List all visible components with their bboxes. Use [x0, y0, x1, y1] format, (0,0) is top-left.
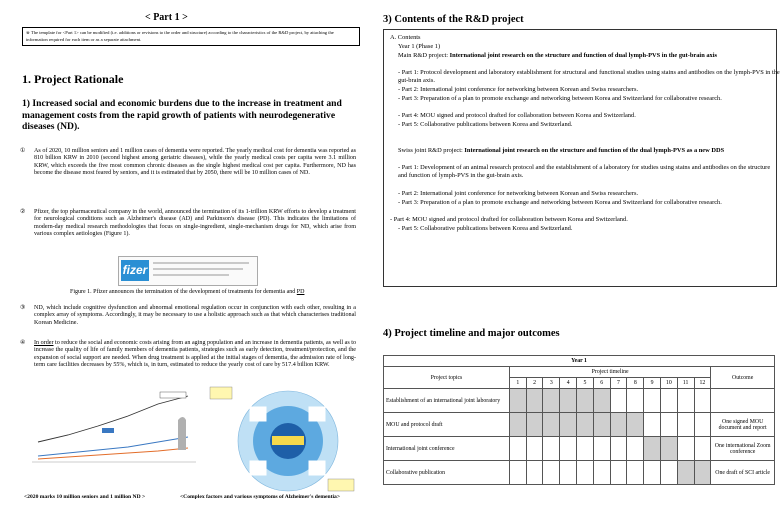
- timeline-row: [384, 389, 775, 413]
- main-part-1: - Part 1: Protocol development and laboratory establishment for structural and functional studies using stains and antibodies on the lymph-PVS in the gut-brain axis.: [398, 69, 780, 85]
- timeline-cell: [694, 413, 711, 437]
- chart-caption: <2020 marks 10 million seniors and 1 million ND >: [24, 494, 146, 500]
- paragraph-1: ① As of 2020, 10 million seniors and 1 million cases of dementia were reported. The yearly medical cost for dementia was reported as 810 billion KRW in 2010 (second highest among geriatric diseases), while the yearly medical costs per capita were 3.1 million KRW, which exceeds the five most common chronic diseases as the single highest medical cost per capita. Furthermore, ND has become the disease most feared by seniors, and it is estimated that by 2050, there will be 10 million cases of ND.: [20, 148, 356, 176]
- outcome-header: Outcome: [711, 367, 775, 389]
- main-part-3: - Part 3: Preparation of a plan to promote exchange and networking between Korea and Switzerland for collaborative research.: [398, 95, 722, 102]
- topic-cell: International joint conference: [384, 437, 510, 461]
- timeline-row: [384, 413, 775, 437]
- timeline-cell: [560, 437, 577, 461]
- template-note: ※ The template for <Part 1> can be modified (i.e. additions or revisions to the order and structure) according to the characteristics of the R&D project, by attaching the information required for each item or as a separate attachment.: [22, 27, 360, 46]
- month-6: 6: [593, 378, 610, 389]
- left-page: [0, 0, 365, 508]
- main-part-2: - Part 2: International joint conference for networking between Korean and Swiss researchers.: [398, 86, 639, 93]
- swiss-part-4: - Part 4: MOU signed and protocol drafted for collaboration between Korea and Switzerland.: [390, 216, 628, 223]
- timeline-bar-cell: [660, 437, 677, 461]
- section-title: 1. Project Rationale: [22, 72, 124, 86]
- month-4: 4: [560, 378, 577, 389]
- timeline-bar-cell: [577, 389, 594, 413]
- timeline-cell: [644, 461, 661, 485]
- seniors-growth-chart-graphic: [28, 390, 200, 468]
- timeline-bar-cell: [526, 389, 543, 413]
- timeline-cell: [644, 389, 661, 413]
- timeline-cell: [526, 437, 543, 461]
- alzheimers-factors-diagram-graphic: [206, 385, 360, 495]
- month-2: 2: [526, 378, 543, 389]
- timeline-cell: [677, 413, 694, 437]
- timeline-bar-cell: [694, 461, 711, 485]
- paragraph-4: ④ In order to reduce the social and economic costs arising from an aging population and an increase in dementia patients, as well as to increase the quality of life of family members of dementia patients, strategies such as early detection, treatment/protection, and the expansion of social support are needed. When drug treatment is applied at the initial stages of dementia, the admission rate of long-term care facilities decreases by 55%, which is, in turn, estimated to reduce the yearly cost of care by 517.4 billion KRW.: [20, 340, 356, 368]
- right-page: [375, 0, 781, 508]
- timeline-bar-cell: [593, 413, 610, 437]
- timeline-cell: [577, 437, 594, 461]
- month-12: 12: [694, 378, 711, 389]
- timeline-cell: [509, 437, 526, 461]
- topic-cell: Collaborative publication: [384, 461, 510, 485]
- paragraph-2: ② Pfizer, the top pharmaceutical company in the world, announced the termination of its 1-trillion KRW efforts to develop a treatment for neurological conditions such as Alzheimer's disease (AD) and Parkinson's disease (PD). This indicates the limitations of modern-day medical research methodologies that focus on single-ingredient, single-mechanism drugs for ND, which arise from various complex aetiologies (Figure 1).: [20, 209, 356, 237]
- month-3: 3: [543, 378, 560, 389]
- timeline-cell: [543, 437, 560, 461]
- timeline-bar-cell: [543, 389, 560, 413]
- timeline-bar-cell: [560, 389, 577, 413]
- timeline-cell: [610, 461, 627, 485]
- timeline-row: [384, 437, 775, 461]
- timeline-cell: [677, 389, 694, 413]
- contents-label: A. Contents: [390, 34, 421, 41]
- timeline-cell: [509, 461, 526, 485]
- timeline-cell: [660, 413, 677, 437]
- timeline-cell: [660, 461, 677, 485]
- timeline-cell: [627, 461, 644, 485]
- main-part-5: - Part 5: Collaborative publications between Korea and Switzerland.: [398, 121, 573, 128]
- timeline-cell: [593, 461, 610, 485]
- timeline-cell: [694, 437, 711, 461]
- outcome-cell: [711, 389, 775, 413]
- paragraph-3: ③ ND, which include cognitive dysfunction and abnormal emotional regulation occur in conjunction with each other, resulting in a complex array of symptoms. Accordingly, it may be necessary to use a holistic approach such as that which characterises traditional Korean Medicine.: [20, 305, 356, 326]
- diagram-caption: <Complex factors and various symptoms of Alzheimer's dementia>: [180, 494, 341, 500]
- contents-box: [383, 29, 780, 287]
- topic-cell: MOU and protocol draft: [384, 413, 510, 437]
- timeline-bar-cell: [543, 413, 560, 437]
- main-part-4: - Part 4: MOU signed and protocol drafted for collaboration between Korea and Switzerland.: [398, 112, 636, 119]
- pfizer-logo: fizer: [121, 260, 149, 281]
- swiss-part-2: - Part 2: International joint conference for networking between Korean and Swiss researchers.: [398, 190, 639, 197]
- month-10: 10: [660, 378, 677, 389]
- timeline-cell: [560, 461, 577, 485]
- subsection-title: 1) Increased social and economic burdens due to the increase in treatment and management costs from the rapid growth of patients with neurodegenerative diseases (ND).: [22, 98, 342, 132]
- timeline-cell: [610, 389, 627, 413]
- outcome-cell: One draft of SCI article: [711, 461, 775, 485]
- timeline-body: [384, 389, 775, 485]
- timeline-cell: [677, 437, 694, 461]
- timeline-cell: [577, 461, 594, 485]
- month-8: 8: [627, 378, 644, 389]
- timeline-bar-cell: [644, 437, 661, 461]
- timeline-bar-cell: [593, 389, 610, 413]
- figure-1-image: [118, 256, 258, 286]
- timeline-row: [384, 461, 775, 485]
- timeline-bar-cell: [560, 413, 577, 437]
- timeline-bar-cell: [509, 389, 526, 413]
- timeline-heading: 4) Project timeline and major outcomes: [383, 328, 560, 339]
- month-9: 9: [644, 378, 661, 389]
- timeline-cell: [627, 437, 644, 461]
- year-header: Year 1: [384, 356, 775, 367]
- timeline-bar-cell: [509, 413, 526, 437]
- timeline-cell: [644, 413, 661, 437]
- outcome-cell: One international Zoom conference: [711, 437, 775, 461]
- month-7: 7: [610, 378, 627, 389]
- swiss-part-1: - Part 1: Development of an animal research protocol and the establishment of a laboratory for studies using stains and antibodies on the structure and function of lymph-PVS in the gut-brain axis.: [398, 164, 771, 180]
- timeline-bar-cell: [526, 413, 543, 437]
- timeline-bar-cell: [677, 461, 694, 485]
- figure-1-caption: Figure 1. Pfizer announces the termination of the development of treatments for dementia and PD: [70, 289, 305, 295]
- main-project-title: Main R&D project: International joint research on the structure and function of dual lymph-PVS in the gut-brain axis: [398, 52, 718, 59]
- year-label: Year 1 (Phase 1): [398, 43, 441, 50]
- contents-heading: 3) Contents of the R&D project: [383, 14, 524, 25]
- timeline-cell: [660, 389, 677, 413]
- timeline-header: Project timeline: [509, 367, 710, 378]
- month-5: 5: [577, 378, 594, 389]
- part-title: < Part 1 >: [145, 12, 188, 23]
- timeline-cell: [627, 389, 644, 413]
- timeline-bar-cell: [627, 413, 644, 437]
- topics-header: Project topics: [384, 367, 510, 389]
- timeline-bar-cell: [610, 413, 627, 437]
- month-11: 11: [677, 378, 694, 389]
- timeline-cell: [694, 389, 711, 413]
- topic-cell: Establishment of an international joint laboratory: [384, 389, 510, 413]
- outcome-cell: One signed MOU document and report: [711, 413, 775, 437]
- timeline-bar-cell: [577, 413, 594, 437]
- swiss-part-5: - Part 5: Collaborative publications between Korea and Switzerland.: [398, 225, 573, 232]
- timeline-cell: [526, 461, 543, 485]
- timeline-cell: [610, 437, 627, 461]
- timeline-cell: [593, 437, 610, 461]
- month-1: 1: [509, 378, 526, 389]
- swiss-part-3: - Part 3: Preparation of a plan to promote exchange and networking between Korea and Switzerland for collaborative research.: [398, 199, 722, 206]
- timeline-cell: [543, 461, 560, 485]
- swiss-project-title: Swiss joint R&D project: International joint research on the structure and function of the dual lymph-PVS as a new DDS: [398, 147, 725, 154]
- timeline-table: [383, 355, 775, 485]
